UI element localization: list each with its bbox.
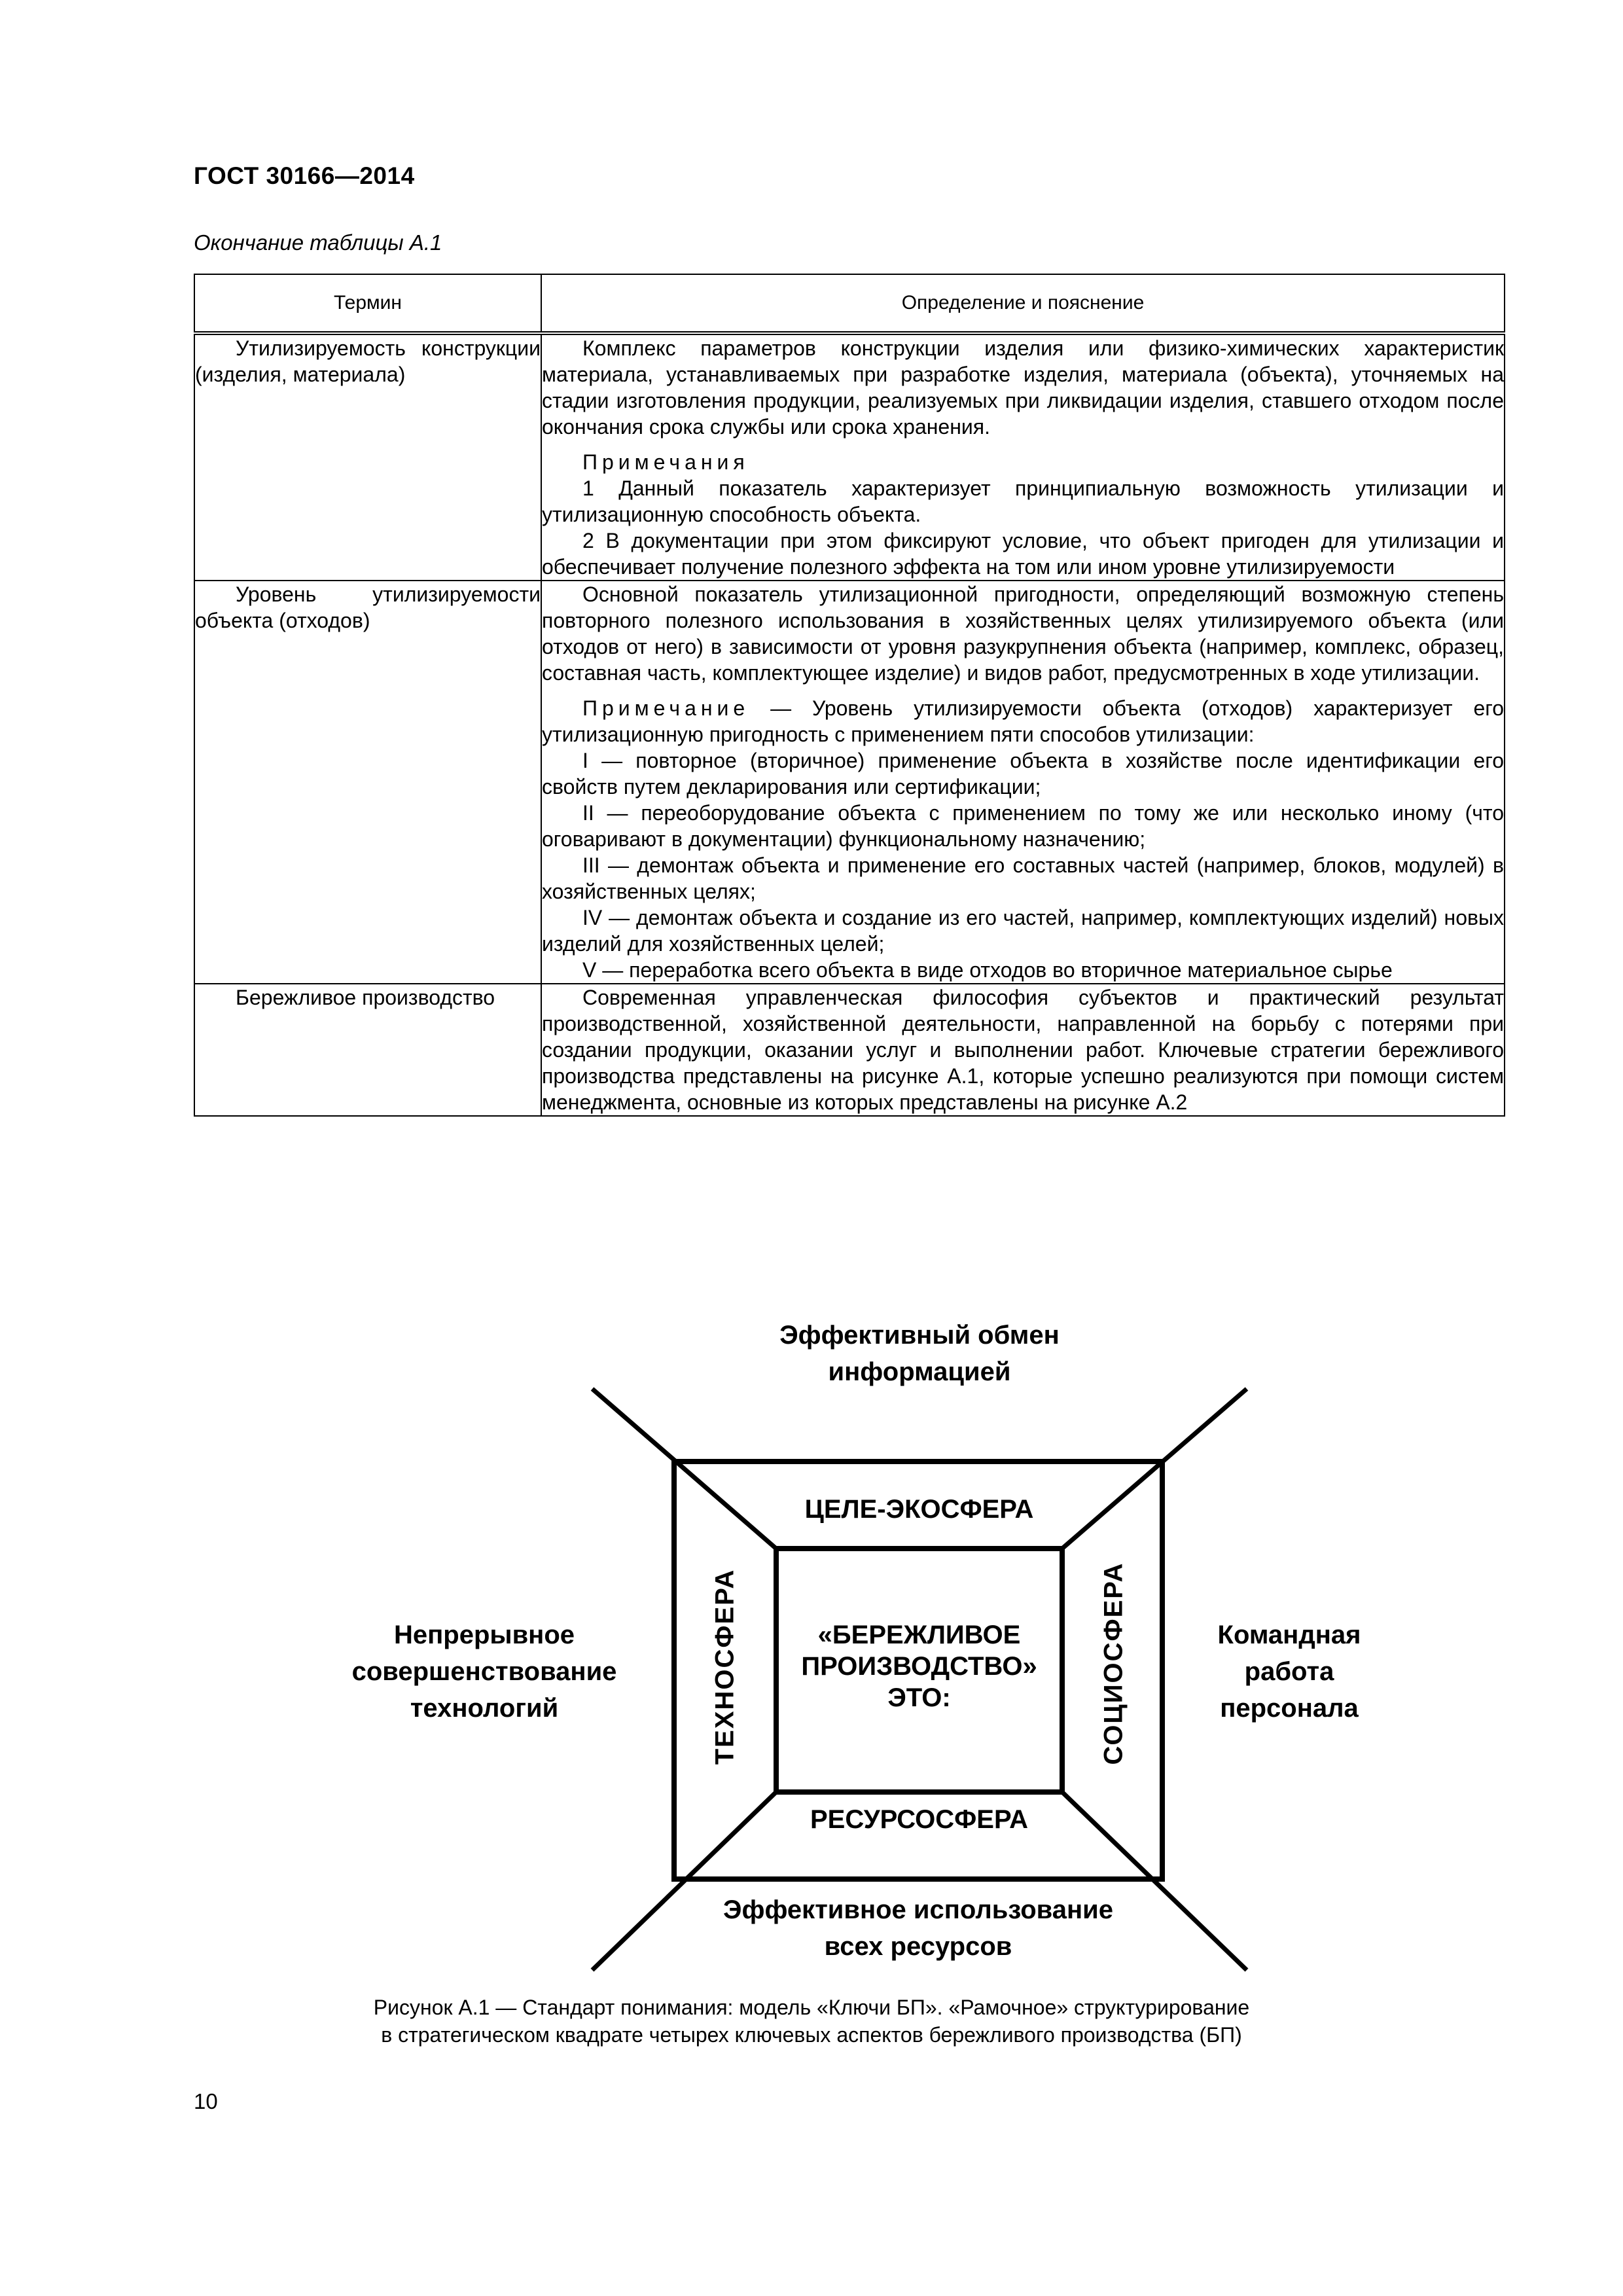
- column-header-term: Термин: [194, 274, 541, 333]
- note-intro: — Уровень утилизируемости объекта (отходов) характеризует его утилизационную пригодность с применением пяти способов утилизации:: [542, 696, 1504, 746]
- label-bottom: [674, 1892, 1162, 1965]
- note-item: IV — демонтаж объекта и создание из его частей, например, комплектующих изделий) новых изделий для хозяйственных целей;: [542, 906, 1504, 956]
- label-left-line: совершенствование: [351, 1657, 617, 1686]
- figure-caption: [196, 1994, 1427, 2049]
- diagonal-top-right: [1062, 1389, 1247, 1549]
- note-heading-label: Примечание: [582, 696, 750, 720]
- figure-caption-line: в стратегическом квадрате четырех ключевых аспектов бережливого производства (БП): [381, 2023, 1242, 2047]
- sphere-right: СОЦИОСФЕРА: [1099, 1562, 1128, 1765]
- definition-text: Современная управленческая философия субъектов и практический результат производственной, хозяйственной деятельности, направленной на борьбу с потерями при создании продукции, оказании услуг и выполнении работ. Ключевые стратегии бережливого производства представлены на рисунке А.1, которые успешно реализуются при помощи систем менеджмента, основные из которых представлены на рисунке А.2: [542, 986, 1504, 1114]
- label-bottom-line: всех ресурсов: [824, 1932, 1012, 1961]
- center-line: ЭТО:: [887, 1683, 951, 1712]
- figure-caption-line: Рисунок А.1 — Стандарт понимания: модель «Ключи БП». «Рамочное» структурирование: [373, 1996, 1250, 2019]
- label-right-line: работа: [1244, 1657, 1334, 1686]
- label-right-line: Командная: [1217, 1621, 1361, 1649]
- label-top-line: информацией: [828, 1357, 1011, 1386]
- note-item: III — демонтаж объекта и применение его составных частей (например, блоков, модулей) в хозяйственных целях;: [542, 853, 1504, 903]
- note-item: 2 В документации при этом фиксируют условие, что объект пригоден для утилизации и обеспечивает получение полезного эффекта на том или ином уровне утилизируемости: [542, 529, 1504, 579]
- label-left: [327, 1617, 641, 1727]
- sphere-top: ЦЕЛЕ-ЭКОСФЕРА: [804, 1495, 1034, 1524]
- label-left-line: Непрерывное: [394, 1621, 575, 1649]
- center-line: «БЕРЕЖЛИВОЕ: [817, 1621, 1021, 1649]
- table-caption: Окончание таблицы А.1: [194, 230, 442, 255]
- label-top: [707, 1317, 1132, 1390]
- term-text: Уровень утилизируемости объекта (отходов): [195, 583, 541, 632]
- note-item: V — переработка всего объекта в виде отходов во вторичное материальное сырье: [582, 958, 1393, 982]
- definition-text: Основной показатель утилизационной пригодности, определяющий возможную степень повторного полезного использования в хозяйственных целях утилизируемого объекта (или отходов от него) в зависимости от уровня разукрупнения объекта (например, комплекс, образец, составная часть, комплектующее изделие) и видов работ, предусмотренных в ходе утилизации.: [542, 583, 1504, 685]
- diagonal-top-left: [592, 1389, 776, 1549]
- note-item: 1 Данный показатель характеризует принципиальную возможность утилизации и утилизационную способность объекта.: [542, 476, 1504, 526]
- label-right-line: персонала: [1220, 1694, 1359, 1723]
- note-heading-label: Примечания: [582, 450, 749, 474]
- label-right: [1178, 1617, 1400, 1727]
- definition-text: Комплекс параметров конструкции изделия или физико-химических характеристик материала, устанавливаемых при разработке изделия, материала (объекта), уточняемых на стадии изготовления продукции, реализуемых при ликвидации изделия, ставшего отходом после окончания срока службы или срока хранения.: [542, 336, 1504, 439]
- note-item: II — переоборудование объекта с применением по тому же или несколько иному (что оговаривают в документации) функциональному назначению;: [542, 801, 1504, 851]
- term-text: Утилизируемость конструкции (изделия, материала): [195, 336, 541, 386]
- center-line: ПРОИЗВОДСТВО»: [801, 1652, 1037, 1681]
- note-item: I — повторное (вторичное) применение объекта в хозяйстве после идентификации его свойств путем декларирования или сертификации;: [542, 749, 1504, 798]
- document-code: ГОСТ 30166—2014: [194, 162, 415, 189]
- page-number: 10: [194, 2089, 218, 2113]
- label-bottom-line: Эффективное использование: [723, 1895, 1113, 1924]
- sphere-bottom: РЕСУРСОСФЕРА: [810, 1805, 1029, 1834]
- center-label: [776, 1619, 1062, 1713]
- term-text: Бережливое производство: [236, 986, 495, 1009]
- sphere-left: ТЕХНОСФЕРА: [710, 1568, 740, 1765]
- column-header-definition: Определение и пояснение: [541, 274, 1505, 333]
- label-top-line: Эффективный обмен: [779, 1321, 1060, 1350]
- label-left-line: технологий: [410, 1694, 559, 1723]
